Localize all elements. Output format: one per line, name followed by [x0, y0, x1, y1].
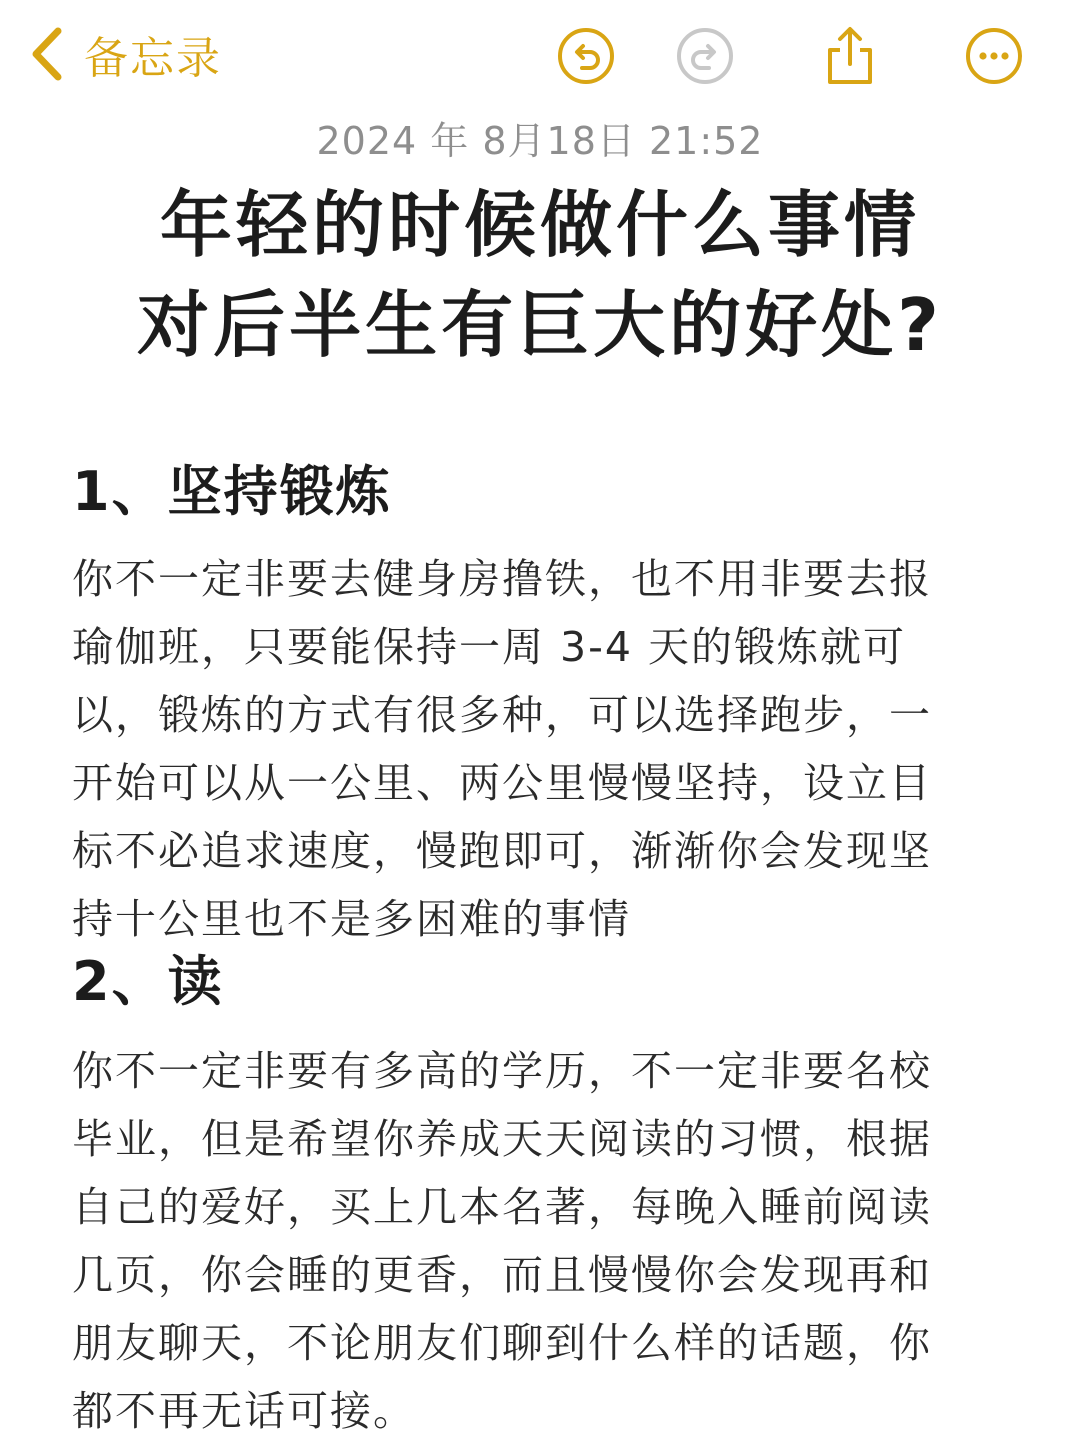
- section-heading: 2、读: [72, 950, 224, 1013]
- paragraph-line: 你不一定非要有多高的学历，不一定非要名校: [72, 1047, 932, 1095]
- back-label: 备忘录: [84, 33, 222, 84]
- share-icon: [820, 24, 880, 88]
- back-button[interactable]: [30, 22, 222, 86]
- paragraph-line: 持十公里也不是多困难的事情: [72, 895, 631, 943]
- section-paragraph[interactable]: [72, 1037, 1012, 1445]
- note-title[interactable]: [0, 175, 1080, 375]
- note-timestamp: 2024 年 8月18日 21:52: [316, 119, 764, 163]
- paragraph-line: 都不再无话可接。: [72, 1387, 416, 1435]
- title-line: 对后半生有巨大的好处?: [137, 283, 943, 367]
- redo-button[interactable]: [675, 26, 735, 86]
- paragraph-line: 标不必追求速度，慢跑即可，渐渐你会发现坚: [72, 827, 932, 875]
- paragraph-line: 瑜伽班，只要能保持一周 3-4 天的锻炼就可: [72, 623, 907, 671]
- paragraph-line: 你不一定非要去健身房撸铁，也不用非要去报: [72, 555, 932, 603]
- paragraph-line: 朋友聊天，不论朋友们聊到什么样的话题，你: [72, 1319, 932, 1367]
- chevron-left-icon: [30, 27, 64, 81]
- navigation-bar: [0, 0, 1080, 110]
- more-icon: [964, 26, 1024, 86]
- paragraph-line: 毕业，但是希望你养成天天阅读的习惯，根据: [72, 1115, 932, 1163]
- section-heading: 1、坚持锻炼: [72, 460, 392, 523]
- paragraph-line: 开始可以从一公里、两公里慢慢坚持，设立目: [72, 759, 932, 807]
- share-button[interactable]: [820, 26, 880, 86]
- paragraph-line: 自己的爱好，买上几本名著，每晚入睡前阅读: [72, 1183, 932, 1231]
- redo-icon: [675, 26, 735, 86]
- paragraph-line: 以，锻炼的方式有很多种，可以选择跑步，一: [72, 691, 932, 739]
- undo-icon: [556, 26, 616, 86]
- paragraph-line: 几页，你会睡的更香，而且慢慢你会发现再和: [72, 1251, 932, 1299]
- section-paragraph[interactable]: [72, 545, 1012, 953]
- more-button[interactable]: [964, 26, 1024, 86]
- undo-button[interactable]: [556, 26, 616, 86]
- title-line: 年轻的时候做什么事情: [159, 183, 920, 267]
